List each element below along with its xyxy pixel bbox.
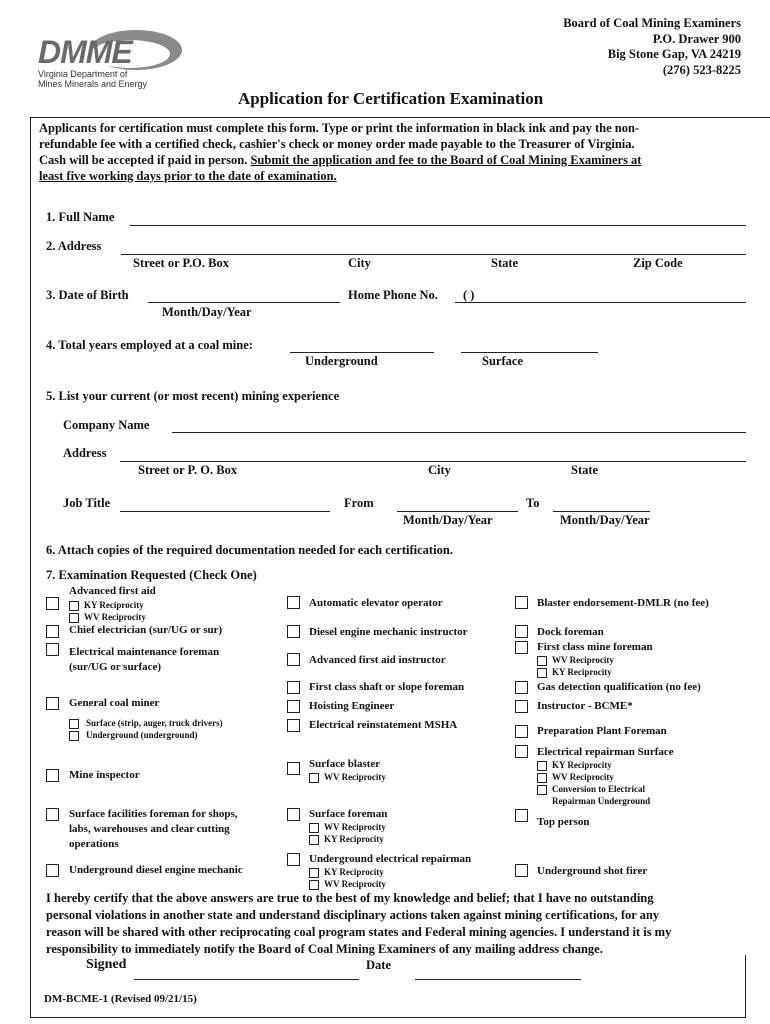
checkbox-ers-wv[interactable] bbox=[537, 773, 547, 783]
checkbox-ug-shot-firer[interactable] bbox=[515, 864, 528, 877]
checkbox-elec-repairman-surface[interactable] bbox=[515, 745, 528, 758]
intro-cash: Cash will be accepted if paid in person. bbox=[39, 153, 251, 167]
certification-line: responsibility to immediately notify the Board of Coal Mining Examiners of any mailing address change. bbox=[46, 942, 603, 956]
checkbox-hoisting[interactable] bbox=[287, 700, 300, 713]
ers-ky-label: KY Reciprocity bbox=[552, 760, 612, 770]
frame-right bbox=[745, 955, 746, 1017]
city-caption-2: City bbox=[428, 463, 451, 477]
exam-mine-inspector: Mine inspector bbox=[69, 769, 140, 781]
full-name-label: 1. Full Name bbox=[46, 210, 115, 224]
full-name-field[interactable] bbox=[130, 225, 746, 226]
to-date-field[interactable] bbox=[553, 511, 650, 512]
signature-date-field[interactable] bbox=[415, 979, 581, 980]
intro-submit: Submit the application and fee to the Board of Coal Mining Examiners at bbox=[250, 153, 642, 167]
exam-top-person: Top person bbox=[537, 816, 590, 828]
checkbox-surface-blaster[interactable] bbox=[287, 762, 300, 775]
exam-dock-foreman: Dock foreman bbox=[537, 626, 604, 638]
dob-label: 3. Date of Birth bbox=[46, 288, 129, 302]
exam-prep-plant: Preparation Plant Foreman bbox=[537, 725, 667, 737]
city-caption: City bbox=[348, 256, 371, 270]
checkbox-ers-conversion[interactable] bbox=[537, 785, 547, 795]
ers-conversion-label: Conversion to Electrical bbox=[552, 784, 645, 794]
exam-ug-diesel: Underground diesel engine mechanic bbox=[69, 864, 243, 876]
exam-general-coal-miner: General coal miner bbox=[69, 697, 160, 709]
to-label: To bbox=[526, 496, 540, 510]
uger-ky-label: KY Reciprocity bbox=[324, 867, 384, 877]
street-caption-2: Street or P. O. Box bbox=[138, 463, 238, 477]
logo-subtitle-2: Mines Minerals and Energy bbox=[38, 79, 148, 89]
logo-wordmark: DMME bbox=[38, 34, 132, 70]
org-line: P.O. Drawer 900 bbox=[652, 31, 741, 46]
job-title-label: Job Title bbox=[63, 496, 111, 510]
company-address-field[interactable] bbox=[120, 461, 746, 462]
checkbox-chief-electrician[interactable] bbox=[46, 625, 59, 638]
checkbox-ug-elec-repairman[interactable] bbox=[287, 853, 300, 866]
exam-elec-reinstatement: Electrical reinstatement MSHA bbox=[309, 719, 458, 731]
date-label: Date bbox=[366, 958, 391, 972]
street-caption: Street or P.O. Box bbox=[133, 256, 229, 270]
uger-wv-label: WV Reciprocity bbox=[324, 879, 386, 889]
exam-ug-elec-repairman: Underground electrical repairman bbox=[309, 853, 472, 865]
home-phone-label: Home Phone No. bbox=[348, 288, 438, 302]
page-title: Application for Certification Examination bbox=[238, 89, 544, 108]
intro-line: refundable fee with a certified check, cashier's check or money order made payable to the Treasurer of Virginia. bbox=[39, 137, 635, 151]
sf-wv-label: WV Reciprocity bbox=[324, 822, 386, 832]
checkbox-uger-wv[interactable] bbox=[309, 880, 319, 890]
phone-area-code: ( ) bbox=[463, 288, 475, 302]
checkbox-top-person[interactable] bbox=[515, 809, 528, 822]
experience-label: 5. List your current (or most recent) mining experience bbox=[46, 389, 340, 403]
checkbox-sf-ky[interactable] bbox=[309, 835, 319, 845]
exam-surface-facilities-3: operations bbox=[69, 838, 119, 850]
exam-elec-maint-foreman-2: (sur/UG or surface) bbox=[69, 661, 162, 673]
exam-first-class-mine: First class mine foreman bbox=[537, 641, 653, 653]
from-caption: Month/Day/Year bbox=[403, 513, 493, 527]
exam-diesel-instructor: Diesel engine mechanic instructor bbox=[309, 626, 468, 638]
exam-blaster-dmlr: Blaster endorsement-DMLR (no fee) bbox=[537, 597, 709, 609]
surface-years-field[interactable] bbox=[461, 352, 598, 353]
checkbox-instructor-bcme[interactable] bbox=[515, 700, 528, 713]
checkbox-uger-ky[interactable] bbox=[309, 868, 319, 878]
checkbox-blaster-dmlr[interactable] bbox=[515, 596, 528, 609]
checkbox-diesel-instructor[interactable] bbox=[287, 625, 300, 638]
company-name-field[interactable] bbox=[172, 432, 746, 433]
exam-elec-maint-foreman: Electrical maintenance foreman bbox=[69, 646, 220, 658]
signature-field[interactable] bbox=[134, 979, 359, 980]
state-caption: State bbox=[491, 256, 519, 270]
dob-caption: Month/Day/Year bbox=[162, 305, 252, 319]
gcm-surface-label: Surface (strip, auger, truck drivers) bbox=[86, 718, 223, 728]
checkbox-shaft-slope[interactable] bbox=[287, 681, 300, 694]
checkbox-afa-wv[interactable] bbox=[69, 613, 79, 623]
address-label: 2. Address bbox=[46, 239, 102, 253]
fcm-wv-label: WV Reciprocity bbox=[552, 655, 614, 665]
exam-surface-blaster: Surface blaster bbox=[309, 758, 381, 770]
intro-line bbox=[39, 153, 641, 168]
underground-years-field[interactable] bbox=[290, 352, 434, 353]
checkbox-ug-diesel[interactable] bbox=[46, 864, 59, 877]
certification-line: I hereby certify that the above answers are true to the best of my knowledge and belief; that I have no outstanding bbox=[46, 891, 654, 905]
org-line: (276) 523-8225 bbox=[662, 62, 741, 77]
checkbox-afa-instructor[interactable] bbox=[287, 653, 300, 666]
checkbox-sf-wv[interactable] bbox=[309, 823, 319, 833]
checkbox-mine-inspector[interactable] bbox=[46, 769, 59, 782]
dmme-logo bbox=[34, 26, 184, 90]
org-address bbox=[563, 16, 741, 78]
form-id: DM-BCME-1 (Revised 09/21/15) bbox=[44, 993, 197, 1005]
checkbox-general-coal-miner[interactable] bbox=[46, 697, 59, 710]
checkbox-auto-elevator[interactable] bbox=[287, 596, 300, 609]
from-label: From bbox=[344, 496, 374, 510]
checkbox-adv-first-aid[interactable] bbox=[46, 597, 59, 610]
checkbox-first-class-mine[interactable] bbox=[515, 641, 528, 654]
years-employed-label: 4. Total years employed at a coal mine: bbox=[46, 338, 253, 352]
sf-ky-label: KY Reciprocity bbox=[324, 834, 384, 844]
frame-left bbox=[30, 117, 31, 1017]
checkbox-gcm-surface[interactable] bbox=[69, 719, 79, 729]
exam-surface-facilities-2: labs, warehouses and clear cutting bbox=[69, 823, 230, 835]
exam-surface-foreman: Surface foreman bbox=[309, 808, 388, 820]
exam-ug-shot-firer: Underground shot firer bbox=[537, 865, 648, 877]
checkbox-elec-reinstatement[interactable] bbox=[287, 719, 300, 732]
checkbox-elec-maint-foreman[interactable] bbox=[46, 643, 59, 656]
to-caption: Month/Day/Year bbox=[560, 513, 650, 527]
checkbox-prep-plant[interactable] bbox=[515, 725, 528, 738]
signed-label: Signed bbox=[86, 957, 127, 972]
job-title-field[interactable] bbox=[120, 511, 330, 512]
exam-elec-repairman-surface: Electrical repairman Surface bbox=[537, 746, 674, 758]
exam-shaft-slope: First class shaft or slope foreman bbox=[309, 681, 465, 693]
exam-requested-label: 7. Examination Requested (Check One) bbox=[46, 568, 257, 582]
underground-caption: Underground bbox=[305, 354, 378, 368]
exam-afa-instructor: Advanced first aid instructor bbox=[309, 654, 446, 666]
from-date-field[interactable] bbox=[397, 511, 518, 512]
address-field[interactable] bbox=[121, 254, 746, 255]
afa-ky-label: KY Reciprocity bbox=[84, 600, 144, 610]
attach-docs-label: 6. Attach copies of the required documentation needed for each certification. bbox=[46, 543, 453, 557]
checkbox-gcm-underground[interactable] bbox=[69, 731, 79, 741]
ers-conversion-label-2: Repairman Underground bbox=[552, 796, 651, 806]
checkbox-surface-facilities[interactable] bbox=[46, 808, 59, 821]
checkbox-dock-foreman[interactable] bbox=[515, 625, 528, 638]
checkbox-surface-foreman[interactable] bbox=[287, 808, 300, 821]
checkbox-fcm-wv[interactable] bbox=[537, 656, 547, 666]
checkbox-afa-ky[interactable] bbox=[69, 601, 79, 611]
checkbox-ers-ky[interactable] bbox=[537, 761, 547, 771]
checkbox-fcm-ky[interactable] bbox=[537, 668, 547, 678]
org-line: Board of Coal Mining Examiners bbox=[563, 16, 741, 30]
ers-wv-label: WV Reciprocity bbox=[552, 772, 614, 782]
logo-subtitle-1: Virginia Department of bbox=[38, 69, 128, 79]
certification-line: reason will be shared with other reciprocating coal program states and Federal mining agencies. I understand it is my bbox=[46, 925, 672, 939]
certification-line: personal violations in another state and understand disciplinary actions taken against mining certifications, for any bbox=[46, 908, 660, 922]
zip-caption: Zip Code bbox=[633, 256, 683, 270]
state-caption-2: State bbox=[571, 463, 599, 477]
exam-surface-facilities: Surface facilities foreman for shops, bbox=[69, 808, 238, 820]
exam-instructor-bcme: Instructor - BCME* bbox=[537, 700, 633, 712]
frame-top bbox=[30, 117, 770, 118]
company-name-label: Company Name bbox=[63, 418, 150, 432]
home-phone-field[interactable] bbox=[455, 302, 746, 303]
company-address-label: Address bbox=[63, 446, 107, 460]
surface-caption: Surface bbox=[482, 354, 523, 368]
fcm-ky-label: KY Reciprocity bbox=[552, 667, 612, 677]
intro-deadline: least five working days prior to the date of examination. bbox=[39, 169, 337, 183]
org-line: Big Stone Gap, VA 24219 bbox=[607, 47, 741, 61]
exam-chief-electrician: Chief electrician (sur/UG or sur) bbox=[69, 624, 223, 636]
exam-gas-detection: Gas detection qualification (no fee) bbox=[537, 681, 701, 693]
afa-wv-label: WV Reciprocity bbox=[84, 612, 146, 622]
checkbox-gas-detection[interactable] bbox=[515, 681, 528, 694]
exam-hoisting: Hoisting Engineer bbox=[309, 700, 395, 712]
intro-line: Applicants for certification must complete this form. Type or print the information in black ink and pay the non- bbox=[39, 121, 640, 135]
checkbox-blaster-wv[interactable] bbox=[309, 773, 319, 783]
blaster-wv-label: WV Reciprocity bbox=[324, 772, 386, 782]
gcm-underground-label: Underground (underground) bbox=[86, 730, 198, 740]
exam-adv-first-aid: Advanced first aid bbox=[69, 585, 156, 597]
dob-field[interactable] bbox=[148, 302, 340, 303]
exam-auto-elevator: Automatic elevator operator bbox=[309, 597, 443, 609]
frame-bottom bbox=[30, 1017, 746, 1018]
